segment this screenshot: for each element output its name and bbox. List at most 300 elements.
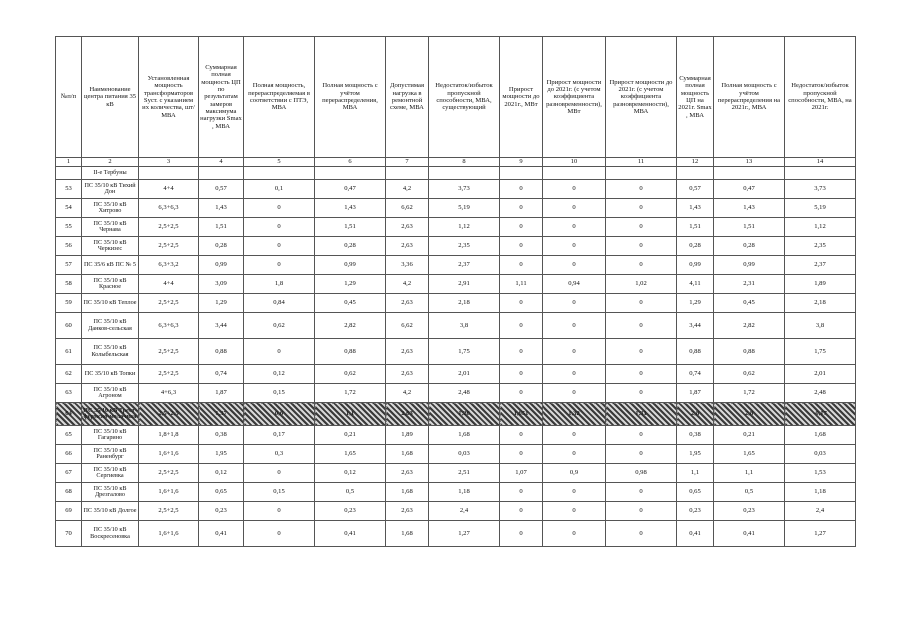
table-row — [56, 426, 856, 445]
row-number: 54 — [56, 199, 82, 218]
redistributed-power: 0 — [244, 237, 315, 256]
substation-name: ПС 35/10 кВ Дрезгалово — [82, 483, 139, 502]
row-number: 60 — [56, 313, 82, 339]
table-body — [56, 167, 856, 547]
redistributed-power: 0 — [244, 502, 315, 521]
growth-mw: 0 — [500, 294, 543, 313]
table-row — [56, 218, 856, 237]
capacity-balance-current: 1,18 — [429, 483, 500, 502]
redistributed-power: 1,8 — [244, 275, 315, 294]
capacity-balance-current: 2,51 — [429, 464, 500, 483]
repair-scheme-load: 2,63 — [386, 237, 429, 256]
table-row — [56, 483, 856, 502]
max-load: 0,41 — [199, 521, 244, 547]
column-header: Полная мощность, перераспределяемая в соответствии с ПТЭ, МВА — [244, 37, 315, 158]
row-number: 66 — [56, 445, 82, 464]
substation-name: ПС 35/10 кВ Топки — [82, 365, 139, 384]
table-row — [56, 339, 856, 365]
capacity-balance-2021: 1,75 — [785, 339, 856, 365]
power-redistributed-2021: 0,88 — [714, 339, 785, 365]
section-cell — [386, 167, 429, 180]
growth-mw: 1,11 — [500, 275, 543, 294]
growth-mw-adjusted: 0 — [543, 218, 606, 237]
power-redistributed-2021: 2,31 — [714, 275, 785, 294]
row-number: 59 — [56, 294, 82, 313]
total-load-2021: 0,23 — [677, 502, 714, 521]
repair-scheme-load: 3,36 — [386, 256, 429, 275]
growth-mva-adjusted: 0 — [606, 294, 677, 313]
row-number: 63 — [56, 384, 82, 403]
growth-mva-adjusted: 0 — [606, 384, 677, 403]
total-load-2021: 1,29 — [677, 294, 714, 313]
total-load-2021: 2,8 — [677, 403, 714, 426]
table-row — [56, 275, 856, 294]
capacity-balance-2021: -0,17 — [785, 403, 856, 426]
total-load-2021: 1,1 — [677, 464, 714, 483]
growth-mw: 0 — [500, 218, 543, 237]
substation-name: ПС 35/10 кВ Сергиевка — [82, 464, 139, 483]
total-load-2021: 0,28 — [677, 237, 714, 256]
power-after-redistribution: 1,65 — [315, 445, 386, 464]
capacity-balance-2021: 1,89 — [785, 275, 856, 294]
max-load: 1,43 — [199, 199, 244, 218]
growth-mva-adjusted: 0 — [606, 339, 677, 365]
installed-capacity: 4+4 — [139, 275, 199, 294]
max-load: 0,12 — [199, 464, 244, 483]
section-cell — [315, 167, 386, 180]
power-after-redistribution: 0,88 — [315, 339, 386, 365]
power-redistributed-2021: 0,99 — [714, 256, 785, 275]
growth-mva-adjusted: 0 — [606, 199, 677, 218]
redistributed-power: 0,84 — [244, 294, 315, 313]
growth-mva-adjusted: 1,02 — [606, 275, 677, 294]
total-load-2021: 0,74 — [677, 365, 714, 384]
column-number: 10 — [543, 158, 606, 167]
substation-name: ПС 35/10 кВ Трест-фермско-молочная — [82, 403, 139, 426]
redistributed-power: 0,17 — [244, 426, 315, 445]
column-header: Недостаток/избыток пропускной способности, МВА, существующий — [429, 37, 500, 158]
max-load: 1,87 — [199, 384, 244, 403]
capacity-balance-2021: 3,73 — [785, 180, 856, 199]
power-after-redistribution: 0,47 — [315, 180, 386, 199]
power-after-redistribution: 1,29 — [315, 275, 386, 294]
power-redistributed-2021: 2,8 — [714, 403, 785, 426]
column-number: 12 — [677, 158, 714, 167]
capacity-balance-current: 2,4 — [429, 502, 500, 521]
table-row — [56, 294, 856, 313]
column-number: 3 — [139, 158, 199, 167]
growth-mva-adjusted: 0 — [606, 483, 677, 502]
capacity-balance-2021: 1,68 — [785, 426, 856, 445]
growth-mw: 0 — [500, 426, 543, 445]
installed-capacity: 4+4 — [139, 180, 199, 199]
column-header: Прирост мощности до 2021г. (с учетом коэффициента разновременности), МВА — [606, 37, 677, 158]
power-redistributed-2021: 1,51 — [714, 218, 785, 237]
redistributed-power: 0,6 — [244, 403, 315, 426]
redistributed-power: 0 — [244, 199, 315, 218]
capacity-balance-current: 1,75 — [429, 339, 500, 365]
total-load-2021: 1,43 — [677, 199, 714, 218]
repair-scheme-load: 6,62 — [386, 313, 429, 339]
total-load-2021: 1,87 — [677, 384, 714, 403]
max-load: 0,57 — [199, 180, 244, 199]
max-load: 1,51 — [199, 218, 244, 237]
growth-mva-adjusted: 0 — [606, 313, 677, 339]
power-after-redistribution: 1,43 — [315, 199, 386, 218]
growth-mw-adjusted: 0 — [543, 339, 606, 365]
growth-mva-adjusted: 0 — [606, 445, 677, 464]
capacity-balance-current: 3,73 — [429, 180, 500, 199]
power-redistributed-2021: 0,23 — [714, 502, 785, 521]
row-number: 62 — [56, 365, 82, 384]
installed-capacity: 2,5+2,5 — [139, 464, 199, 483]
table-row — [56, 313, 856, 339]
header-row — [56, 37, 856, 158]
row-number: 57 — [56, 256, 82, 275]
capacity-balance-2021: 2,35 — [785, 237, 856, 256]
table-row — [56, 521, 856, 547]
column-number: 1 — [56, 158, 82, 167]
max-load: 0,28 — [199, 237, 244, 256]
substation-name: ПС 35/10 кВ Черкизес — [82, 237, 139, 256]
capacity-balance-current: 1,12 — [429, 218, 500, 237]
column-header: Суммарная полная мощность ЦП на 2021г. Smax , МВА — [677, 37, 714, 158]
column-number: 11 — [606, 158, 677, 167]
max-load: 3,44 — [199, 313, 244, 339]
capacity-balance-2021: 1,27 — [785, 521, 856, 547]
power-after-redistribution: 0,28 — [315, 237, 386, 256]
substation-name: ПС 35/10 кВ Воскресеновка — [82, 521, 139, 547]
capacity-balance-2021: 2,37 — [785, 256, 856, 275]
growth-mw-adjusted: 0 — [543, 483, 606, 502]
growth-mw-adjusted: 0 — [543, 237, 606, 256]
power-after-redistribution: 1,1 — [315, 403, 386, 426]
row-number: 55 — [56, 218, 82, 237]
growth-mva-adjusted: 0 — [606, 256, 677, 275]
growth-mw-adjusted: 0 — [543, 521, 606, 547]
max-load: 1,95 — [199, 445, 244, 464]
repair-scheme-load: 2,63 — [386, 403, 429, 426]
growth-mva-adjusted: 0 — [606, 180, 677, 199]
substation-name: ПС 35/10 кВ Гагарино — [82, 426, 139, 445]
repair-scheme-load: 1,68 — [386, 483, 429, 502]
section-cell — [785, 167, 856, 180]
row-number: 70 — [56, 521, 82, 547]
growth-mw: 0 — [500, 180, 543, 199]
repair-scheme-load: 2,63 — [386, 339, 429, 365]
column-header: Допустимая нагрузка в ремонтной схеме, МВА — [386, 37, 429, 158]
capacity-balance-current: 3,8 — [429, 313, 500, 339]
redistributed-power: 0 — [244, 218, 315, 237]
power-after-redistribution: 1,51 — [315, 218, 386, 237]
growth-mw: 0 — [500, 256, 543, 275]
installed-capacity: 1,6+1,6 — [139, 483, 199, 502]
power-redistributed-2021: 1,72 — [714, 384, 785, 403]
table-row — [56, 403, 856, 426]
growth-mva-adjusted: 0 — [606, 521, 677, 547]
capacity-balance-2021: 1,53 — [785, 464, 856, 483]
growth-mw: 1,651 — [500, 403, 543, 426]
repair-scheme-load: 2,63 — [386, 464, 429, 483]
growth-mw: 0 — [500, 483, 543, 502]
substation-name: ПС 35/10 кВ Хитрово — [82, 199, 139, 218]
section-cell — [543, 167, 606, 180]
power-redistributed-2021: 0,21 — [714, 426, 785, 445]
installed-capacity: 4+6,3 — [139, 384, 199, 403]
growth-mw-adjusted: 0 — [543, 365, 606, 384]
power-redistributed-2021: 0,5 — [714, 483, 785, 502]
growth-mw: 0 — [500, 445, 543, 464]
substation-name: ПС 35/6 кВ ПС № 5 — [82, 256, 139, 275]
redistributed-power: 0 — [244, 256, 315, 275]
table-row — [56, 445, 856, 464]
growth-mw-adjusted: 0 — [543, 199, 606, 218]
power-after-redistribution: 0,45 — [315, 294, 386, 313]
capacity-balance-current: 0,03 — [429, 445, 500, 464]
power-redistributed-2021: 0,41 — [714, 521, 785, 547]
column-number: 4 — [199, 158, 244, 167]
substation-name: ПС 35/10 кВ Колыбельская — [82, 339, 139, 365]
column-number: 9 — [500, 158, 543, 167]
power-after-redistribution: 2,82 — [315, 313, 386, 339]
growth-mw: 0 — [500, 199, 543, 218]
load-capacity-table — [55, 36, 856, 547]
section-cell — [500, 167, 543, 180]
capacity-balance-2021: 2,4 — [785, 502, 856, 521]
growth-mw: 0 — [500, 339, 543, 365]
redistributed-power: 0 — [244, 339, 315, 365]
capacity-balance-2021: 2,01 — [785, 365, 856, 384]
growth-mw-adjusted: 0 — [543, 313, 606, 339]
repair-scheme-load: 4,2 — [386, 180, 429, 199]
substation-name: ПС 35/10 кВ Долгое — [82, 502, 139, 521]
table-row — [56, 464, 856, 483]
total-load-2021: 0,38 — [677, 426, 714, 445]
substation-name: ПС 35/10 кВ Красное — [82, 275, 139, 294]
redistributed-power: 0,15 — [244, 483, 315, 502]
installed-capacity: 2,5+2,5 — [139, 502, 199, 521]
total-load-2021: 0,88 — [677, 339, 714, 365]
table-row — [56, 180, 856, 199]
max-load: 0,88 — [199, 339, 244, 365]
capacity-balance-2021: 5,19 — [785, 199, 856, 218]
growth-mw: 0 — [500, 521, 543, 547]
substation-name: ПС 35/10 кВ Теплое — [82, 294, 139, 313]
installed-capacity: 6,3+3,2 — [139, 256, 199, 275]
row-number: 64 — [56, 403, 82, 426]
row-number: 58 — [56, 275, 82, 294]
power-after-redistribution: 0,23 — [315, 502, 386, 521]
growth-mw-adjusted: 0 — [543, 426, 606, 445]
row-number: 61 — [56, 339, 82, 365]
max-load: 0,65 — [199, 483, 244, 502]
repair-scheme-load: 1,68 — [386, 521, 429, 547]
column-header: Полная мощность с учётом перераспределения, МВА — [315, 37, 386, 158]
max-load: 0,38 — [199, 426, 244, 445]
capacity-balance-2021: 1,12 — [785, 218, 856, 237]
total-load-2021: 1,95 — [677, 445, 714, 464]
power-after-redistribution: 1,72 — [315, 384, 386, 403]
repair-scheme-load: 6,62 — [386, 199, 429, 218]
max-load: 1,37 — [199, 403, 244, 426]
installed-capacity: 2,5+2,5 — [139, 339, 199, 365]
growth-mva-adjusted: 1,31 — [606, 403, 677, 426]
table-row — [56, 237, 856, 256]
column-number: 7 — [386, 158, 429, 167]
row-number: 68 — [56, 483, 82, 502]
power-redistributed-2021: 1,1 — [714, 464, 785, 483]
section-row — [56, 167, 856, 180]
repair-scheme-load: 2,63 — [386, 365, 429, 384]
column-header: Суммарная полная мощность ЦП по результатам замеров максимума нагрузки Smax , МВА — [199, 37, 244, 158]
capacity-balance-current: 2,91 — [429, 275, 500, 294]
power-redistributed-2021: 0,62 — [714, 365, 785, 384]
column-header: Полная мощность с учётом перераспределения на 2021г., МВА — [714, 37, 785, 158]
installed-capacity: 2,5+2,5 — [139, 218, 199, 237]
power-after-redistribution: 0,99 — [315, 256, 386, 275]
growth-mw-adjusted: 0 — [543, 294, 606, 313]
total-load-2021: 0,57 — [677, 180, 714, 199]
total-load-2021: 1,51 — [677, 218, 714, 237]
capacity-balance-current: 2,18 — [429, 294, 500, 313]
section-cell — [606, 167, 677, 180]
total-load-2021: 3,44 — [677, 313, 714, 339]
installed-capacity: 6,3+6,3 — [139, 313, 199, 339]
redistributed-power: 0 — [244, 464, 315, 483]
capacity-balance-2021: 2,48 — [785, 384, 856, 403]
installed-capacity: 6,3+6,3 — [139, 199, 199, 218]
column-header: Недостаток/избыток пропускной способности, МВА, на 2021г. — [785, 37, 856, 158]
column-number: 8 — [429, 158, 500, 167]
repair-scheme-load: 2,63 — [386, 294, 429, 313]
capacity-balance-current: 2,01 — [429, 365, 500, 384]
total-load-2021: 4,11 — [677, 275, 714, 294]
power-redistributed-2021: 0,28 — [714, 237, 785, 256]
substation-name: ПС 35/10 кВ Данков-сельская — [82, 313, 139, 339]
growth-mw: 0 — [500, 365, 543, 384]
redistributed-power: 0,15 — [244, 384, 315, 403]
max-load: 0,23 — [199, 502, 244, 521]
growth-mw-adjusted: 1,32 — [543, 403, 606, 426]
repair-scheme-load: 1,89 — [386, 426, 429, 445]
column-header: №п/п — [56, 37, 82, 158]
section-cell — [244, 167, 315, 180]
column-number: 6 — [315, 158, 386, 167]
repair-scheme-load: 4,2 — [386, 275, 429, 294]
growth-mva-adjusted: 0 — [606, 426, 677, 445]
max-load: 0,99 — [199, 256, 244, 275]
installed-capacity: 2,5+2,5 — [139, 237, 199, 256]
capacity-balance-2021: 2,18 — [785, 294, 856, 313]
column-number: 5 — [244, 158, 315, 167]
growth-mw: 0 — [500, 313, 543, 339]
power-redistributed-2021: 1,65 — [714, 445, 785, 464]
substation-name: ПС 35/10 кВ Чернава — [82, 218, 139, 237]
repair-scheme-load: 4,2 — [386, 384, 429, 403]
growth-mw: 0 — [500, 237, 543, 256]
redistributed-power: 0,1 — [244, 180, 315, 199]
column-number: 13 — [714, 158, 785, 167]
growth-mw-adjusted: 0 — [543, 256, 606, 275]
capacity-balance-current: 1,26 — [429, 403, 500, 426]
capacity-balance-current: 5,19 — [429, 199, 500, 218]
growth-mva-adjusted: 0 — [606, 365, 677, 384]
column-header: Прирост мощности до 2021г. (с учетом коэффициента разновременности), МВт — [543, 37, 606, 158]
installed-capacity: 2,5+2,5 — [139, 403, 199, 426]
total-load-2021: 0,99 — [677, 256, 714, 275]
installed-capacity: 2,5+2,5 — [139, 365, 199, 384]
power-redistributed-2021: 0,47 — [714, 180, 785, 199]
row-number: 53 — [56, 180, 82, 199]
section-label: II-е Тербуны — [82, 167, 139, 180]
total-load-2021: 0,65 — [677, 483, 714, 502]
capacity-balance-current: 2,48 — [429, 384, 500, 403]
total-load-2021: 0,41 — [677, 521, 714, 547]
repair-scheme-load: 2,63 — [386, 218, 429, 237]
column-header: Прирост мощности до 2021г., МВт — [500, 37, 543, 158]
capacity-balance-current: 2,35 — [429, 237, 500, 256]
repair-scheme-load: 1,68 — [386, 445, 429, 464]
power-after-redistribution: 0,12 — [315, 464, 386, 483]
power-redistributed-2021: 2,82 — [714, 313, 785, 339]
table-row — [56, 199, 856, 218]
power-after-redistribution: 0,62 — [315, 365, 386, 384]
capacity-balance-2021: 1,18 — [785, 483, 856, 502]
column-header: Наименование центра питания 35 кВ — [82, 37, 139, 158]
section-cell — [714, 167, 785, 180]
capacity-balance-current: 1,27 — [429, 521, 500, 547]
installed-capacity: 1,6+1,6 — [139, 521, 199, 547]
growth-mva-adjusted: 0 — [606, 237, 677, 256]
power-after-redistribution: 0,21 — [315, 426, 386, 445]
capacity-balance-2021: 0,03 — [785, 445, 856, 464]
growth-mw: 0 — [500, 384, 543, 403]
capacity-balance-current: 2,37 — [429, 256, 500, 275]
section-cell — [56, 167, 82, 180]
section-cell — [677, 167, 714, 180]
redistributed-power: 0 — [244, 521, 315, 547]
row-number: 65 — [56, 426, 82, 445]
growth-mva-adjusted: 0,98 — [606, 464, 677, 483]
growth-mw: 0 — [500, 502, 543, 521]
power-after-redistribution: 0,5 — [315, 483, 386, 502]
section-cell — [429, 167, 500, 180]
table-row — [56, 384, 856, 403]
growth-mw-adjusted: 0,9 — [543, 464, 606, 483]
column-number: 14 — [785, 158, 856, 167]
repair-scheme-load: 2,63 — [386, 502, 429, 521]
growth-mva-adjusted: 0 — [606, 218, 677, 237]
row-number: 67 — [56, 464, 82, 483]
power-after-redistribution: 0,41 — [315, 521, 386, 547]
section-cell — [139, 167, 199, 180]
substation-name: ПС 35/10 кВ Раненбург — [82, 445, 139, 464]
installed-capacity: 2,5+2,5 — [139, 294, 199, 313]
redistributed-power: 0,3 — [244, 445, 315, 464]
column-number: 2 — [82, 158, 139, 167]
max-load: 0,74 — [199, 365, 244, 384]
row-number: 56 — [56, 237, 82, 256]
row-number: 69 — [56, 502, 82, 521]
column-number-row — [56, 158, 856, 167]
table-row — [56, 365, 856, 384]
redistributed-power: 0,12 — [244, 365, 315, 384]
table-row — [56, 256, 856, 275]
redistributed-power: 0,62 — [244, 313, 315, 339]
growth-mw-adjusted: 0 — [543, 445, 606, 464]
substation-name: ПС 35/10 кВ Тихий Дон — [82, 180, 139, 199]
capacity-balance-2021: 3,8 — [785, 313, 856, 339]
